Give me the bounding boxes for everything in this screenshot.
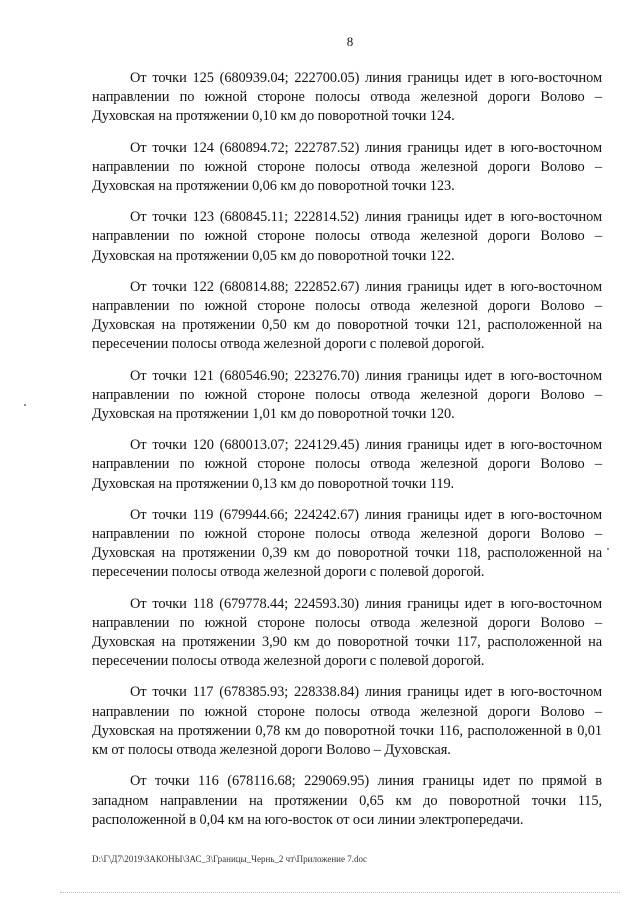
scan-artifact-line bbox=[60, 892, 620, 893]
paragraph-point-122: От точки 122 (680814.88; 222852.67) линия границы идет в юго-восточном направлении по южной стороне полосы отвода железной дороги Волово – Духовская на протяжении 0,50 км до поворотной точки 121, расположенной на пересечении полосы отвода железной дороги с полевой дорогой. bbox=[92, 278, 602, 353]
scan-speck bbox=[24, 404, 26, 406]
paragraph-point-125: От точки 125 (680939.04; 222700.05) линия границы идет в юго-восточном направлении по южной стороне полосы отвода железной дороги Волово – Духовская на протяжении 0,10 км до поворотной точки 124. bbox=[92, 70, 602, 125]
footer-file-path: D:\Г\Д7\2019\ЗАКОНЫ\ЗАС_3\Границы_Чернь_2 чт\Приложение 7.doc bbox=[92, 854, 367, 864]
page-number: 8 bbox=[346, 34, 354, 49]
paragraph-point-116: От точки 116 (678116.68; 229069.95) линия границы идет по прямой в западном направлении на протяжении 0,65 км до поворотной точки 115, расположенной в 0,04 км на юго-восток от оси линии электропередачи. bbox=[92, 773, 602, 828]
scan-speck bbox=[607, 548, 609, 550]
paragraph-point-123: От точки 123 (680845.11; 222814.52) линия границы идет в юго-восточном направлении по южной стороне полосы отвода железной дороги Волово – Духовская на протяжении 0,05 км до поворотной точки 122. bbox=[92, 209, 602, 264]
paragraph-point-117: От точки 117 (678385.93; 228338.84) линия границы идет в юго-восточном направлении по южной стороне полосы отвода железной дороги Волово – Духовская на протяжении 0,78 км до поворотной точки 116, расположенной в 0,01 км от полосы отвода железной дороги Волово – Духовская. bbox=[92, 684, 602, 759]
paragraph-point-124: От точки 124 (680894.72; 222787.52) линия границы идет в юго-восточном направлении по южной стороне полосы отвода железной дороги Волово – Духовская на протяжении 0,06 км до поворотной точки 123. bbox=[92, 139, 602, 195]
paragraph-point-118: От точки 118 (679778.44; 224593.30) линия границы идет в юго-восточном направлении по южной стороне полосы отвода железной дороги Волово – Духовская на протяжении 3,90 км до поворотной точки 117, расположенной на пересечении полосы отвода железной дороги с полевой дорогой. bbox=[92, 595, 602, 670]
paragraph-point-121: От точки 121 (680546.90; 223276.70) линия границы идет в юго-восточном направлении по южной стороне полосы отвода железной дороги Волово – Духовская на протяжении 1,01 км до поворотной точки 120. bbox=[92, 367, 602, 423]
paragraph-point-119: От точки 119 (679944.66; 224242.67) линия границы идет в юго-восточном направлении по южной стороне полосы отвода железной дороги Волово – Духовская на протяжении 0,39 км до поворотной точки 118, расположенной на пересечении полосы отвода железной дороги с полевой дорогой. bbox=[92, 506, 602, 581]
paragraph-point-120: От точки 120 (680013.07; 224129.45) линия границы идет в юго-восточном направлении по южной стороне полосы отвода железной дороги Волово – Духовская на протяжении 0,13 км до поворотной точки 119. bbox=[92, 437, 602, 492]
document-body bbox=[92, 69, 602, 842]
